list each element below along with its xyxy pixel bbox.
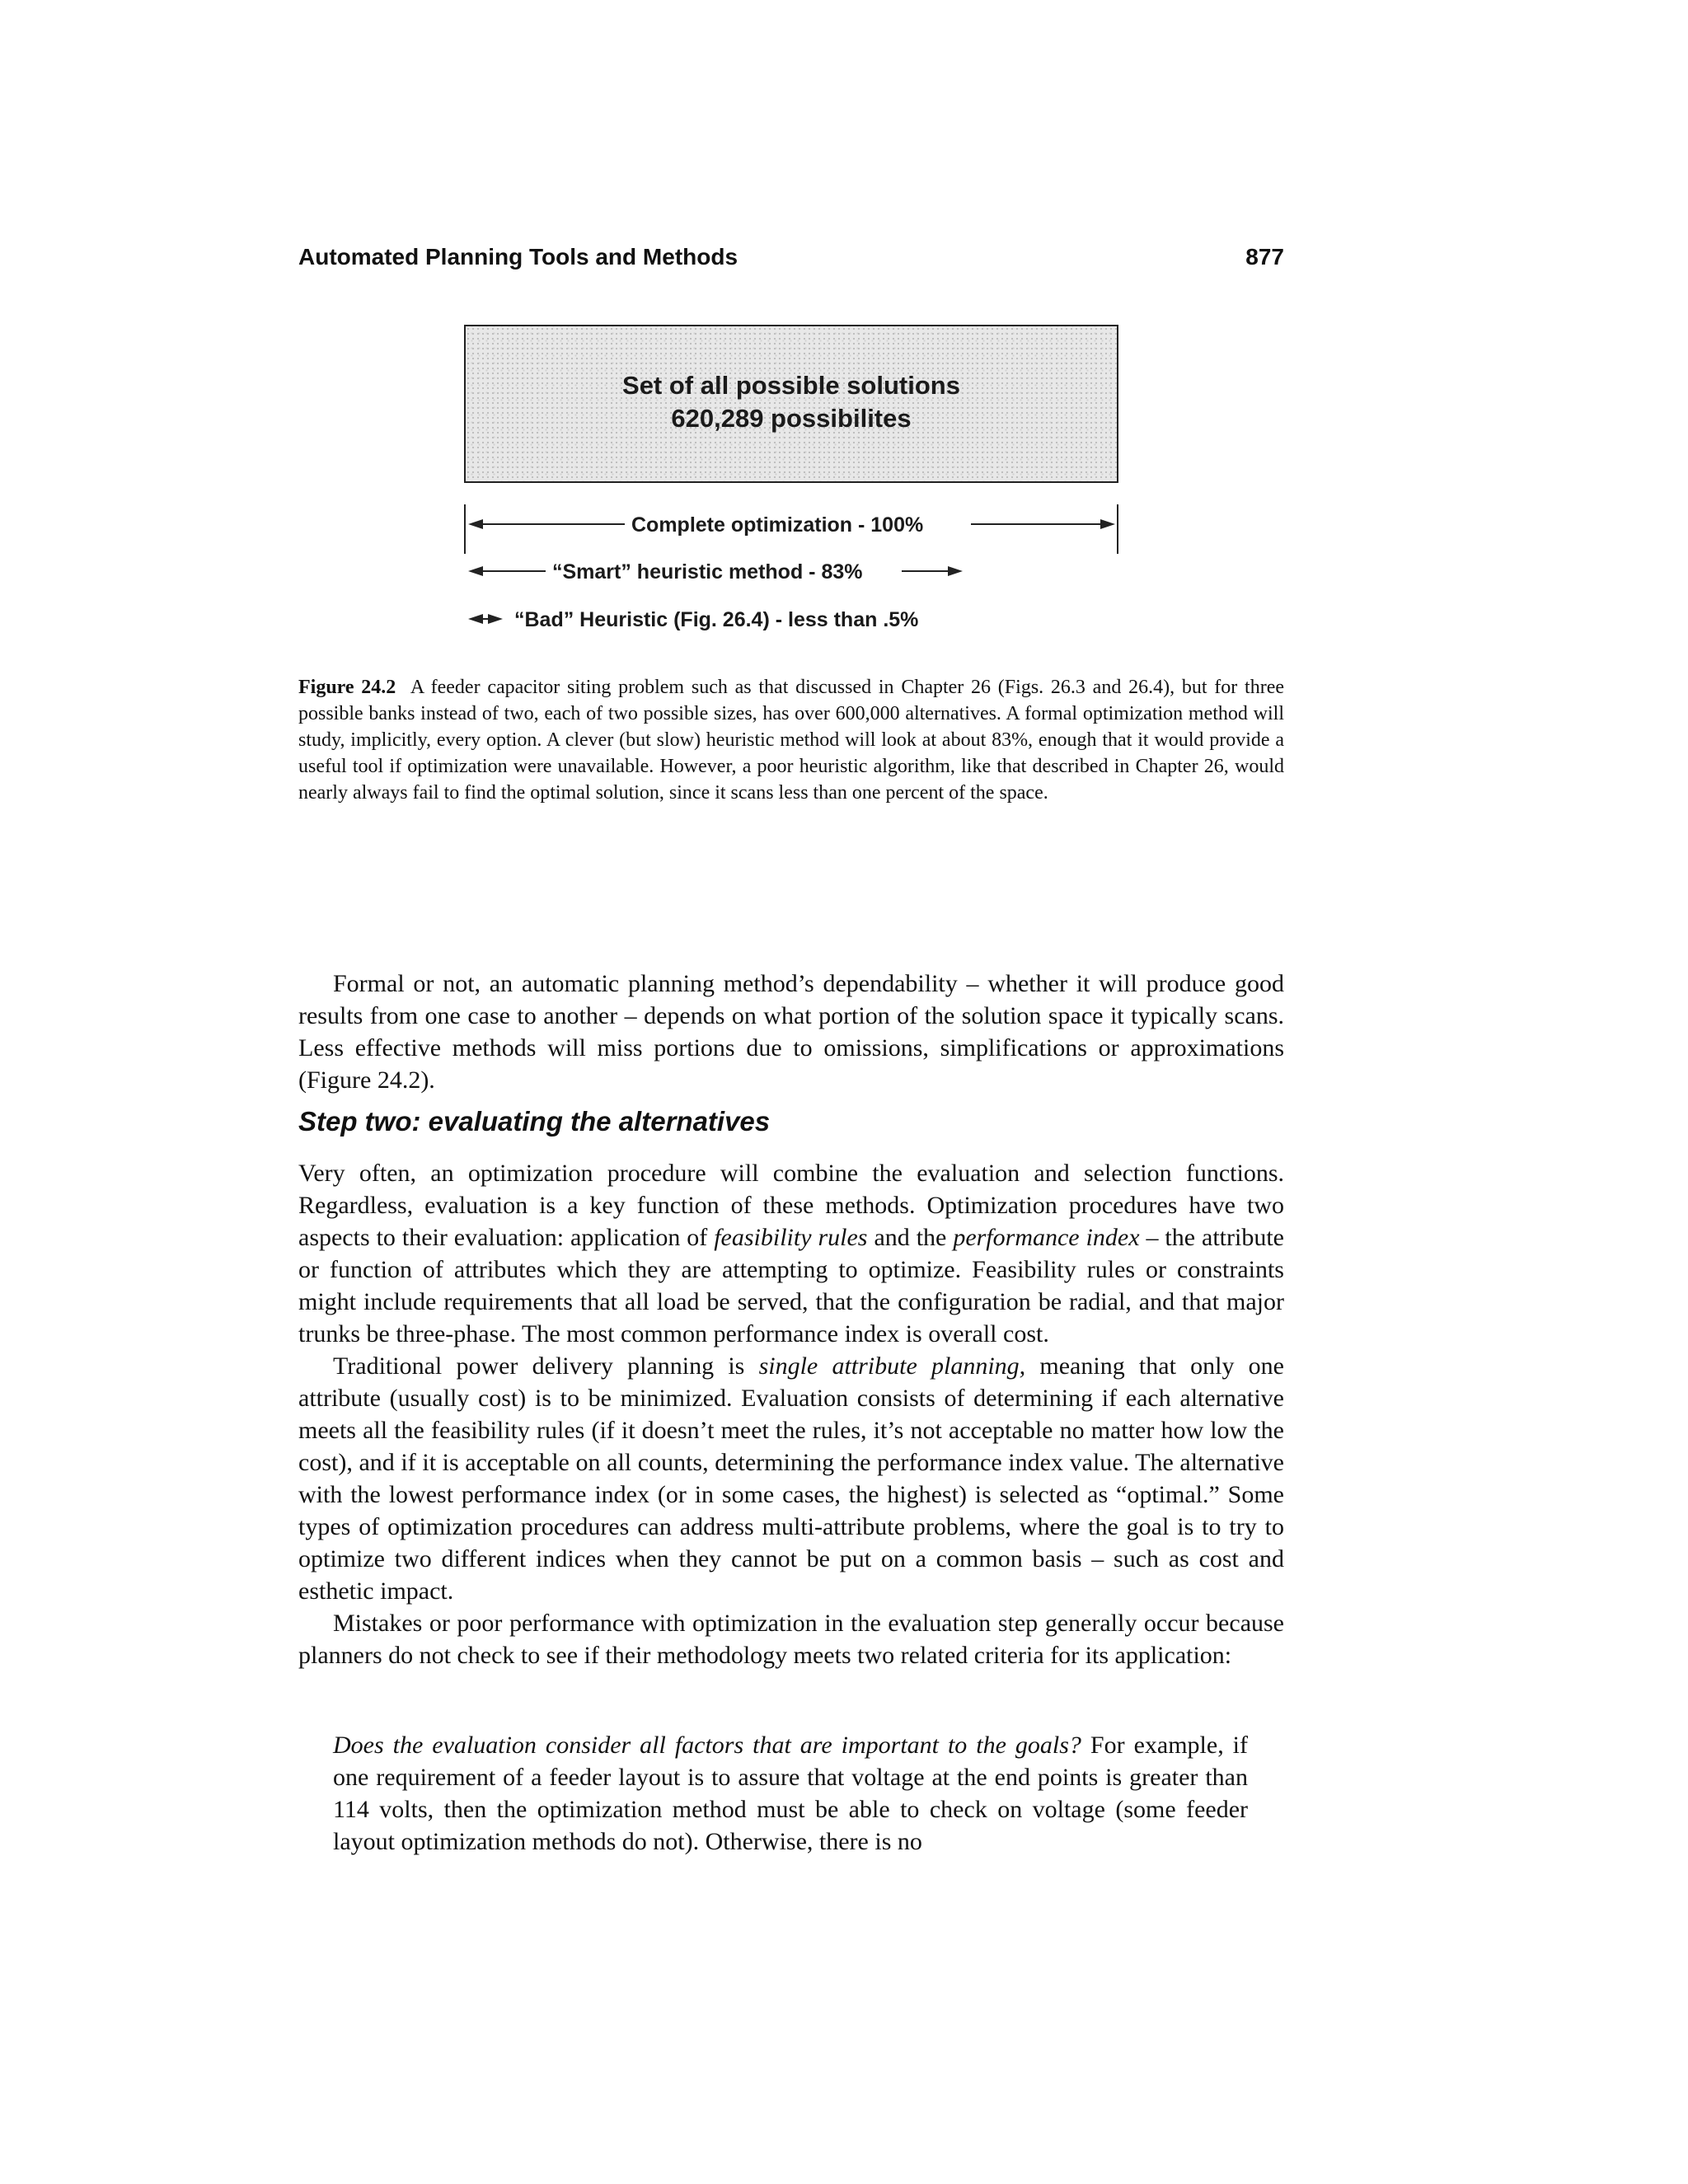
complete-left-tick — [464, 504, 466, 554]
complete-right-arrowhead — [1100, 519, 1115, 529]
smart-left-line — [481, 570, 546, 572]
single-attribute-term: single attribute planning, — [758, 1352, 1026, 1380]
paragraph-solution-space — [298, 968, 1284, 1096]
smart-right-arrowhead — [948, 566, 963, 576]
paragraph-3: Traditional power delivery planning is single attribute planning, meaning that only one attribute (usually cost) is to be minimized. Evaluation consists of determining if each alternative meets all the feasibility rules (if it doesn’t meet the rules, it’s not acceptable no matter how low the cost), and if it is acceptable on all counts, determining the performance index value. The alternative with the lowest performance index (or in some cases, the highest) is selected as “optimal.” Some types of optimization procedures can address multi-attribute problems, where the goal is to try to optimize two different indices when they cannot be put on a common basis – such as cost and esthetic impact. — [298, 1352, 1284, 1605]
complete-optimization-label: Complete optimization - 100% — [631, 513, 924, 537]
figure-caption-label: Figure 24.2 — [298, 677, 396, 698]
bad-heuristic-label: “Bad” Heuristic (Fig. 26.4) - less than .5% — [514, 608, 919, 631]
running-header-title: Automated Planning Tools and Methods — [298, 244, 738, 269]
figure-caption-text: A feeder capacitor siting problem such as that discussed in Chapter 26 (Figs. 26.3 and 26.4), but for three possible banks instead of two, each of two possible sizes, has over 600,000 alternatives. A formal optimization method will study, implicitly, every option. A clever (but slow) heuristic method will look at about 83%, enough that it would provide a useful tool if optimization were unavailable. However, a poor heuristic algorithm, like that described in Chapter 26, would nearly always fail to find the optimal solution, since it scans less than one percent of the space. — [298, 677, 1284, 804]
smart-heuristic-label: “Smart” heuristic method - 83% — [552, 560, 863, 583]
solution-space-box — [464, 325, 1118, 483]
bad-right-arrowhead — [488, 614, 503, 624]
paragraph-1: Formal or not, an automatic planning method’s dependability – whether it will produce good results from one case to another – depends on what portion of the solution space it typically scans. Less effective methods will miss portions due to omissions, simplifications or approximations (Figure 24.2). — [298, 970, 1284, 1094]
complete-left-line — [481, 523, 625, 525]
criterion-text: For example, if one requirement of a feeder layout is to assure that voltage at the end points is greater than 114 volts, then the optimization method must be able to check on voltage (some feeder layout optimization methods do not). Otherwise, there is no — [333, 1732, 1248, 1855]
page-number: 877 — [1245, 244, 1284, 269]
running-header — [298, 244, 1284, 280]
paragraph-2: Very often, an optimization procedure will combine the evaluation and selection functions. Regardless, evaluation is a key function of these methods. Optimization procedures have two aspects to their evaluation: application of feasibility rules and the performance index – the attribute or function of attributes which they are attempting to optimize. Feasibility rules or constraints might include requirements that all load be served, that the configuration be radial, and that major trunks be three-phase. The most common performance index is overall cost. — [298, 1160, 1284, 1347]
section-heading: Step two: evaluating the alternatives — [298, 1106, 771, 1137]
performance-index-term: performance index — [953, 1224, 1140, 1251]
solution-box-line-1: Set of all possible solutions — [622, 371, 960, 400]
paragraph-4: Mistakes or poor performance with optimization in the evaluation step generally occur because planners do not check to see if their methodology meets two related criteria for its application: — [298, 1610, 1284, 1669]
smart-right-line — [902, 570, 950, 572]
criterion-paragraph — [333, 1729, 1248, 1858]
criterion-question: Does the evaluation consider all factors that are important to the goals? — [333, 1732, 1081, 1759]
feasibility-rules-term: feasibility rules — [714, 1224, 868, 1251]
complete-right-line — [971, 523, 1101, 525]
complete-right-tick — [1117, 504, 1118, 554]
figure-caption — [298, 674, 1284, 806]
body-text — [298, 1157, 1284, 1671]
solution-box-line-2: 620,289 possibilites — [671, 404, 912, 433]
